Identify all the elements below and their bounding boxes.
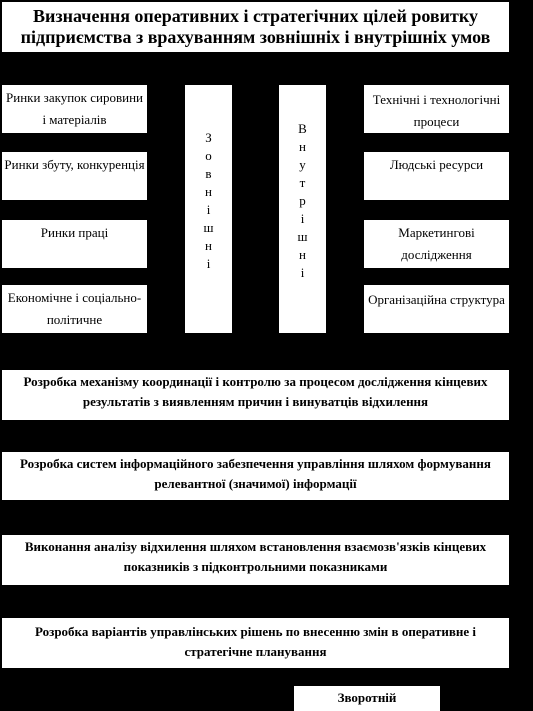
internal-factor-technical-processes — [364, 85, 509, 133]
external-letter: ш — [203, 220, 214, 235]
internal-conditions-box — [279, 85, 326, 333]
feedback-label: Зворотній — [337, 690, 397, 705]
internal-letter: у — [299, 157, 306, 172]
step-coordination-control — [2, 370, 509, 420]
diagram-title — [2, 2, 509, 52]
internal-letter: н — [299, 139, 306, 154]
external-factor-supply-markets — [2, 85, 147, 133]
external-factor-sales-markets — [2, 152, 147, 200]
external-conditions-box — [185, 85, 232, 333]
internal-factor-label: Організаційна структура — [368, 292, 505, 307]
step-deviation-analysis — [2, 535, 509, 585]
feedback-box — [294, 686, 440, 711]
internal-factor-label: Маркетингові дослідження — [398, 225, 475, 262]
internal-letter: і — [300, 211, 305, 226]
external-letter: о — [205, 148, 212, 163]
external-factor-label: Ринки праці — [40, 225, 109, 240]
external-letter: в — [205, 166, 212, 181]
internal-factor-label: Людські ресурси — [389, 157, 484, 172]
internal-letter: і — [300, 265, 305, 280]
external-factor-label: Ринки збуту, конкуренція — [4, 157, 145, 172]
internal-factor-marketing-research — [364, 220, 509, 268]
external-letter: і — [206, 202, 211, 217]
internal-factor-human-resources — [364, 152, 509, 200]
internal-letter: р — [299, 193, 306, 208]
step-label: Розробка механізму координації і контролю за процесом дослідження кінцевих результатів з виявленням причин і винуватців відхилення — [23, 374, 488, 409]
external-factor-label: Ринки закупок сировини і матеріалів — [6, 90, 143, 127]
step-label: Виконання аналізу відхилення шляхом встановлення взаємозв'язків кінцевих показників з підконтрольними показниками — [24, 539, 487, 574]
external-factor-label: Економічне і соціально-політичне — [7, 290, 142, 327]
step-label: Розробка систем інформаційного забезпечення управління шляхом формування релевантної (значимої) інформації — [20, 456, 491, 491]
internal-letter: н — [299, 247, 306, 262]
internal-letter: т — [299, 175, 306, 190]
internal-letter: В — [298, 121, 307, 136]
step-label: Розробка варіантів управлінських рішень по внесенню змін в оперативне і стратегічне планування — [34, 624, 476, 659]
step-information-support — [2, 452, 509, 500]
external-letter: З — [205, 130, 212, 145]
external-factor-labor-markets — [2, 220, 147, 268]
internal-letter: ш — [297, 229, 308, 244]
external-letter: н — [205, 184, 212, 199]
internal-factor-label: Технічні і технологічні процеси — [372, 92, 501, 129]
external-letter: і — [206, 256, 211, 271]
external-letter: н — [205, 238, 212, 253]
external-factor-economic — [2, 285, 147, 333]
step-management-decisions — [2, 618, 509, 668]
diagram-title-text: Визначення оперативних і стратегічних цілей ровитку підприємства з врахуванням зовнішніх і внутрішніх умов — [20, 6, 491, 47]
internal-factor-org-structure — [364, 285, 509, 333]
